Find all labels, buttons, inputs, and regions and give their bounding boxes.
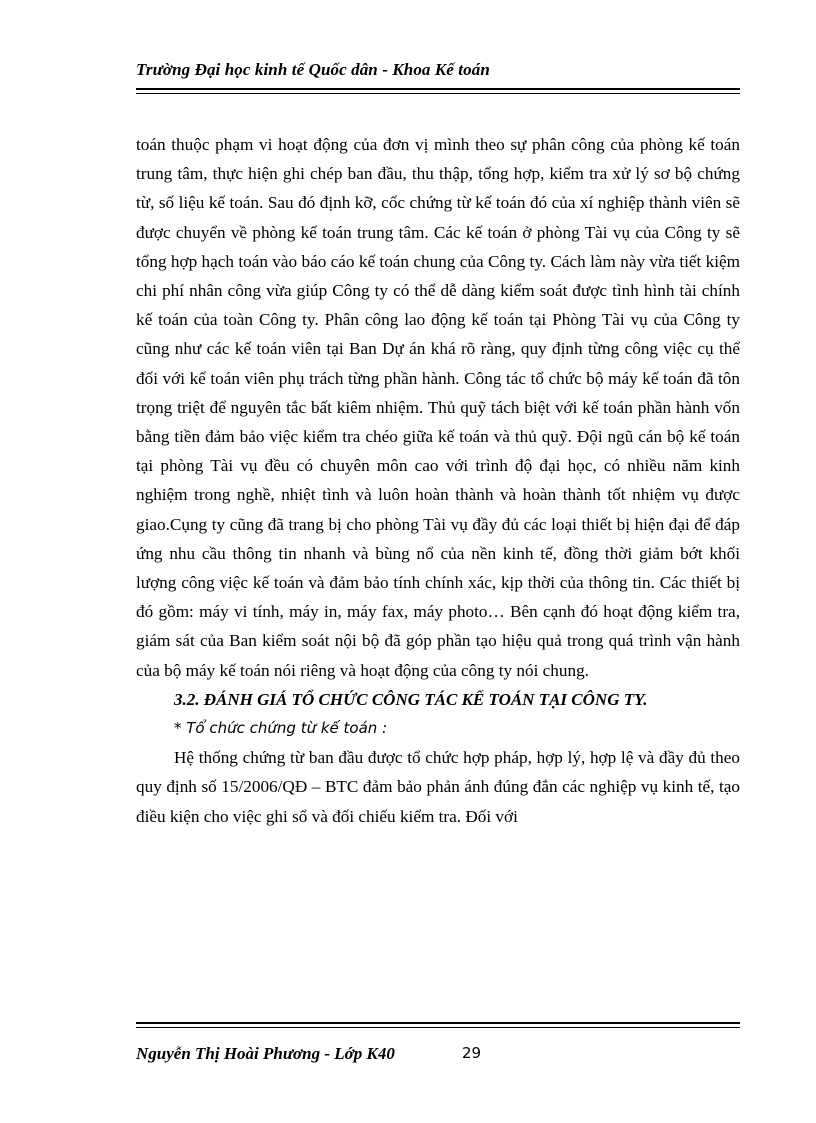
header-divider [136, 88, 740, 94]
sub-heading: * Tổ chức chứng từ kế toán : [174, 719, 388, 738]
page-number: 29 [462, 1044, 482, 1062]
header-title: Trường Đại học kinh tế Quốc dân - Khoa Kế toán [136, 60, 490, 79]
body-paragraph: toán thuộc phạm vi hoạt động của đơn vị mình theo sự phân công của phòng kế toán trung tâm, thực hiện ghi chép ban đầu, thu thập, tổng hợp, kiểm tra xử lý sơ bộ chứng từ, số liệu kế toán. Sau đó định kỡ, cốc chứng từ kế toán đó của xí nghiệp thành viên sẽ được chuyển về phòng kế toán trung tâm. Các kế toán ở phòng Tài vụ của Công ty sẽ tổng hợp hạch toán vào báo cáo kế toán chung của Công ty. Cách làm này vừa tiết kiệm chi phí nhân công vừa giúp Công ty có thể dễ dàng kiểm soát được tình hình tài chính kế toán của toàn Công ty. Phân công lao động kế toán tại Phòng Tài vụ của Công ty cũng như các kế toán viên tại Ban Dự án khá rõ ràng, quy định từng công việc cụ thể đối với kế toán viên phụ trách từng phần hành. Công tác tổ chức bộ máy kế toán đã tôn trọng triệt để nguyên tắc bất kiêm nhiệm. Thủ quỹ tách biệt với kế toán phần hành vốn bằng tiền đảm bảo việc kiểm tra chéo giữa kế toán và thủ quỹ. Đội ngũ cán bộ kế toán tại phòng Tài vụ đều có chuyên môn cao với trình độ đại học, có nhiều năm kinh nghiệm trong nghề, nhiệt tình và luôn hoàn thành và hoàn thành tốt nhiệm vụ được giao.Cụng ty cũng đã trang bị cho phòng Tài vụ đầy đủ các loại thiết bị hiện đại để đáp ứng nhu cầu thông tin nhanh và bùng nổ của nền kinh tế, đồng thời giảm bớt khối lượng công việc kế toán và đảm bảo tính chính xác, kịp thời của thông tin. Các thiết bị đó gồm: máy vi tính, máy in, máy fax, máy photo… Bên cạnh đó hoạt động kiểm tra, giám sát của Ban kiểm soát nội bộ đã góp phần tạo hiệu quả trong quá trình vận hành của bộ máy kế toán nói riêng và hoạt động của công ty nói chung. [136, 135, 740, 680]
footer-author: Nguyễn Thị Hoài Phương - Lớp K40 [136, 1044, 395, 1063]
body-paragraph: Hệ thống chứng từ ban đầu được tổ chức hợp pháp, hợp lý, hợp lệ và đầy đủ theo quy định số 15/2006/QĐ – BTC đảm bảo phản ánh đúng đắn các nghiệp vụ kinh tế, tạo điều kiện cho việc ghi sổ và đối chiếu kiểm tra. Đối với [136, 748, 740, 826]
body-content [136, 130, 740, 831]
footer-divider [136, 1022, 740, 1028]
section-heading: 3.2. ĐÁNH GIÁ TỔ CHỨC CÔNG TÁC KẾ TOÁN TẠI CÔNG TY. [174, 689, 648, 709]
